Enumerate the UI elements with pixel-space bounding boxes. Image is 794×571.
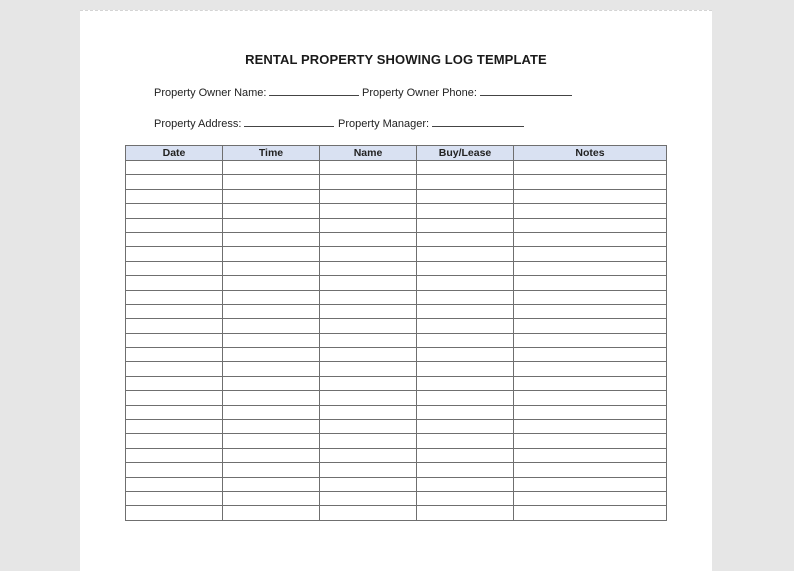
table-cell[interactable] — [223, 276, 320, 290]
table-cell[interactable] — [514, 232, 667, 246]
table-cell[interactable] — [514, 261, 667, 275]
table-cell[interactable] — [417, 218, 514, 232]
table-cell[interactable] — [126, 434, 223, 448]
table-cell[interactable] — [223, 391, 320, 405]
table-cell[interactable] — [417, 319, 514, 333]
table-cell[interactable] — [514, 463, 667, 477]
table-cell[interactable] — [126, 204, 223, 218]
table-cell[interactable] — [514, 304, 667, 318]
showing-log-table — [125, 145, 667, 521]
header-date: Date — [126, 146, 223, 161]
table-cell[interactable] — [417, 477, 514, 491]
table-row — [126, 491, 667, 505]
table-cell[interactable] — [126, 175, 223, 189]
table-row — [126, 376, 667, 390]
table-row — [126, 304, 667, 318]
property-manager-label: Property Manager: — [338, 118, 430, 130]
table-cell[interactable] — [514, 506, 667, 520]
table-cell[interactable] — [417, 189, 514, 203]
table-cell[interactable] — [320, 161, 417, 175]
table-cell[interactable] — [320, 477, 417, 491]
table-cell[interactable] — [514, 333, 667, 347]
table-cell[interactable] — [417, 434, 514, 448]
table-row — [126, 161, 667, 175]
table-cell[interactable] — [223, 434, 320, 448]
owner-name-field — [154, 85, 359, 99]
table-cell[interactable] — [514, 204, 667, 218]
table-cell[interactable] — [514, 362, 667, 376]
table-cell[interactable] — [320, 247, 417, 261]
table-cell[interactable] — [514, 247, 667, 261]
table-row — [126, 348, 667, 362]
table-row — [126, 506, 667, 520]
owner-phone-blank[interactable] — [480, 85, 572, 96]
table-row — [126, 362, 667, 376]
table-cell[interactable] — [514, 391, 667, 405]
table-cell[interactable] — [126, 405, 223, 419]
table-cell[interactable] — [223, 161, 320, 175]
table-cell[interactable] — [320, 276, 417, 290]
table-cell[interactable] — [417, 463, 514, 477]
property-address-field — [154, 116, 334, 130]
table-cell[interactable] — [126, 304, 223, 318]
table-cell[interactable] — [223, 290, 320, 304]
table-row — [126, 434, 667, 448]
header-time: Time — [223, 146, 320, 161]
table-cell[interactable] — [320, 290, 417, 304]
table-cell[interactable] — [417, 247, 514, 261]
table-cell[interactable] — [126, 247, 223, 261]
table-row — [126, 232, 667, 246]
table-cell[interactable] — [223, 333, 320, 347]
table-cell[interactable] — [320, 420, 417, 434]
property-manager-blank[interactable] — [432, 116, 524, 127]
table-cell[interactable] — [417, 261, 514, 275]
table-cell[interactable] — [223, 348, 320, 362]
table-cell[interactable] — [417, 405, 514, 419]
table-row — [126, 420, 667, 434]
table-cell[interactable] — [417, 448, 514, 462]
table-cell[interactable] — [223, 463, 320, 477]
table-cell[interactable] — [320, 218, 417, 232]
table-cell[interactable] — [417, 175, 514, 189]
table-cell[interactable] — [417, 391, 514, 405]
table-cell[interactable] — [320, 348, 417, 362]
table-cell[interactable] — [320, 204, 417, 218]
table-cell[interactable] — [223, 232, 320, 246]
table-cell[interactable] — [126, 189, 223, 203]
table-cell[interactable] — [223, 376, 320, 390]
table-row — [126, 189, 667, 203]
table-cell[interactable] — [126, 463, 223, 477]
table-cell[interactable] — [417, 304, 514, 318]
table-cell[interactable] — [320, 405, 417, 419]
table-header-row — [126, 146, 667, 161]
table-row — [126, 391, 667, 405]
table-cell[interactable] — [417, 161, 514, 175]
table-cell[interactable] — [320, 319, 417, 333]
table-cell[interactable] — [417, 232, 514, 246]
table-cell[interactable] — [223, 204, 320, 218]
table-cell[interactable] — [417, 348, 514, 362]
table-cell[interactable] — [514, 175, 667, 189]
owner-name-label: Property Owner Name: — [154, 87, 267, 99]
table-row — [126, 218, 667, 232]
owner-name-blank[interactable] — [269, 85, 359, 96]
table-cell[interactable] — [223, 304, 320, 318]
table-cell[interactable] — [320, 304, 417, 318]
table-cell[interactable] — [320, 232, 417, 246]
table-row — [126, 261, 667, 275]
table-cell[interactable] — [514, 491, 667, 505]
header-name: Name — [320, 146, 417, 161]
table-cell[interactable] — [514, 376, 667, 390]
table-cell[interactable] — [320, 362, 417, 376]
table-cell[interactable] — [514, 348, 667, 362]
table-cell[interactable] — [417, 290, 514, 304]
table-row — [126, 290, 667, 304]
table-cell[interactable] — [126, 376, 223, 390]
table-cell[interactable] — [223, 218, 320, 232]
table-cell[interactable] — [514, 189, 667, 203]
table-cell[interactable] — [320, 189, 417, 203]
owner-phone-label: Property Owner Phone: — [362, 87, 477, 99]
table-cell[interactable] — [417, 362, 514, 376]
table-cell[interactable] — [320, 376, 417, 390]
table-cell[interactable] — [417, 420, 514, 434]
table-cell[interactable] — [320, 333, 417, 347]
table-row — [126, 319, 667, 333]
header-buy-lease: Buy/Lease — [417, 146, 514, 161]
table-cell[interactable] — [223, 477, 320, 491]
table-cell[interactable] — [417, 276, 514, 290]
table-cell[interactable] — [223, 491, 320, 505]
table-cell[interactable] — [320, 175, 417, 189]
table-row — [126, 448, 667, 462]
table-cell[interactable] — [514, 477, 667, 491]
table-cell[interactable] — [320, 448, 417, 462]
table-cell[interactable] — [320, 391, 417, 405]
table-cell[interactable] — [514, 161, 667, 175]
table-row — [126, 175, 667, 189]
table-cell[interactable] — [126, 161, 223, 175]
table-cell[interactable] — [126, 348, 223, 362]
table-cell[interactable] — [514, 319, 667, 333]
table-cell[interactable] — [514, 276, 667, 290]
property-address-label: Property Address: — [154, 118, 242, 130]
table-row — [126, 247, 667, 261]
table-cell[interactable] — [223, 319, 320, 333]
table-cell[interactable] — [320, 261, 417, 275]
table-cell[interactable] — [223, 448, 320, 462]
table-cell[interactable] — [126, 333, 223, 347]
table-cell[interactable] — [514, 434, 667, 448]
table-row — [126, 463, 667, 477]
document-page — [80, 10, 712, 571]
table-row — [126, 276, 667, 290]
table-body — [126, 161, 667, 521]
table-row — [126, 333, 667, 347]
table-row — [126, 204, 667, 218]
table-cell[interactable] — [223, 506, 320, 520]
table-cell[interactable] — [126, 391, 223, 405]
table-cell[interactable] — [417, 376, 514, 390]
owner-phone-field — [362, 85, 572, 99]
table-row — [126, 405, 667, 419]
table-cell[interactable] — [126, 232, 223, 246]
table-cell[interactable] — [320, 434, 417, 448]
table-cell[interactable] — [126, 506, 223, 520]
table-cell[interactable] — [417, 204, 514, 218]
header-notes: Notes — [514, 146, 667, 161]
table-cell[interactable] — [320, 491, 417, 505]
document-title: RENTAL PROPERTY SHOWING LOG TEMPLATE — [245, 52, 547, 67]
table-cell[interactable] — [126, 276, 223, 290]
table-cell[interactable] — [223, 247, 320, 261]
property-address-blank[interactable] — [244, 116, 334, 127]
table-cell[interactable] — [223, 175, 320, 189]
table-cell[interactable] — [514, 448, 667, 462]
table-cell[interactable] — [223, 261, 320, 275]
table-cell[interactable] — [126, 448, 223, 462]
table-cell[interactable] — [126, 477, 223, 491]
table-cell[interactable] — [514, 290, 667, 304]
table-cell[interactable] — [514, 405, 667, 419]
table-cell[interactable] — [320, 463, 417, 477]
table-cell[interactable] — [417, 491, 514, 505]
table-cell[interactable] — [126, 362, 223, 376]
table-cell[interactable] — [126, 218, 223, 232]
table-cell[interactable] — [417, 333, 514, 347]
table-cell[interactable] — [223, 405, 320, 419]
property-manager-field — [338, 116, 524, 130]
table-cell[interactable] — [514, 218, 667, 232]
table-cell[interactable] — [223, 189, 320, 203]
table-cell[interactable] — [126, 420, 223, 434]
table-row — [126, 477, 667, 491]
table-cell[interactable] — [126, 261, 223, 275]
table-cell[interactable] — [126, 319, 223, 333]
table-cell[interactable] — [223, 362, 320, 376]
table-cell[interactable] — [417, 506, 514, 520]
table-cell[interactable] — [320, 506, 417, 520]
table-cell[interactable] — [126, 290, 223, 304]
table-cell[interactable] — [514, 420, 667, 434]
table-cell[interactable] — [223, 420, 320, 434]
table-cell[interactable] — [126, 491, 223, 505]
